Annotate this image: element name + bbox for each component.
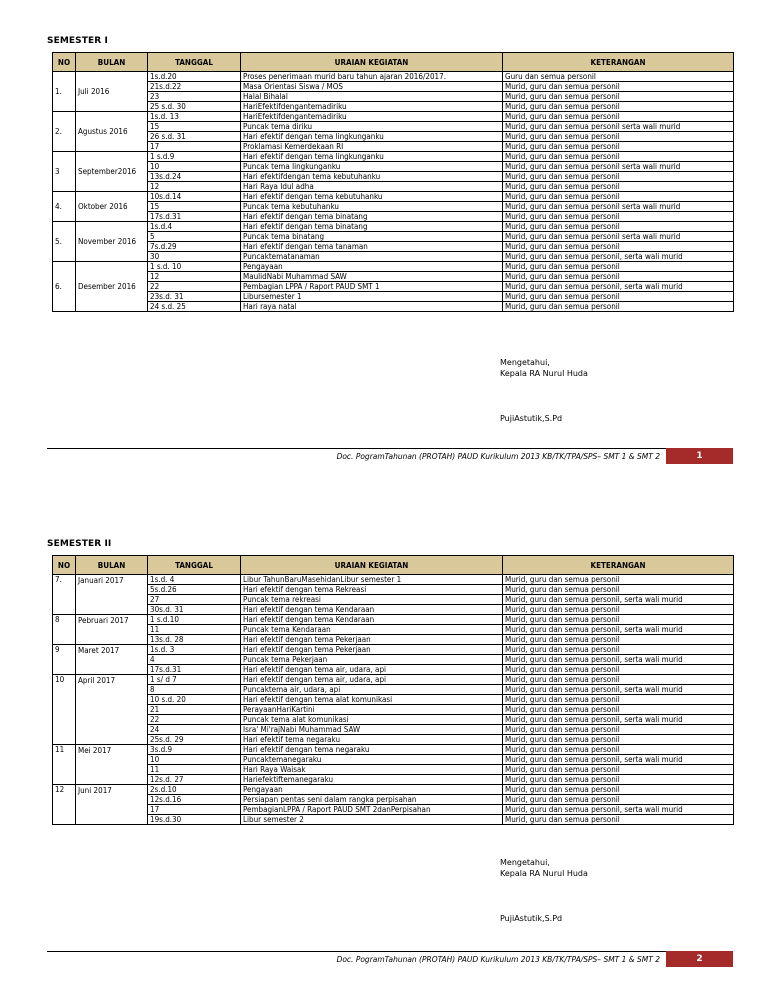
cell-keterangan: Murid, guru dan semua personil (503, 585, 734, 595)
semester-2-body (53, 575, 734, 825)
table-row (53, 272, 734, 282)
cell-no: 6. (53, 262, 76, 312)
semester-2-title: SEMESTER II (47, 539, 112, 549)
cell-uraian: Hari raya natal (241, 302, 503, 312)
cell-tanggal: 10 (148, 162, 241, 172)
table-row (53, 715, 734, 725)
cell-uraian: Puncak tema rekreasi (241, 595, 503, 605)
cell-uraian: Persiapan pentas seni dalam rangka perpisahan (241, 795, 503, 805)
cell-tanggal: 1s.d. 13 (148, 112, 241, 122)
cell-keterangan: Murid, guru dan semua personil (503, 192, 734, 202)
table-row (53, 785, 734, 795)
table-row (53, 725, 734, 735)
semester-1-title: SEMESTER I (47, 36, 108, 46)
signature-block (500, 857, 588, 924)
cell-keterangan: Murid, guru dan semua personil (503, 815, 734, 825)
cell-keterangan: Murid, guru dan semua personil serta wali murid (503, 232, 734, 242)
table-row (53, 202, 734, 212)
cell-keterangan: Murid, guru dan semua personil (503, 635, 734, 645)
cell-uraian: Hari efektifdengan tema kebutuhanku (241, 172, 503, 182)
table-row (53, 122, 734, 132)
cell-tanggal: 19s.d.30 (148, 815, 241, 825)
cell-bulan: April 2017 (76, 675, 148, 745)
cell-tanggal: 11 (148, 625, 241, 635)
semester-2-table (52, 555, 734, 825)
cell-tanggal: 5s.d.26 (148, 585, 241, 595)
cell-keterangan: Murid, guru dan semua personil serta wali murid (503, 122, 734, 132)
cell-bulan: Pebruari 2017 (76, 615, 148, 645)
cell-no: 12 (53, 785, 76, 825)
header-uraian: URAIAN KEGIATAN (241, 53, 503, 72)
cell-uraian: Hari efektif dengan tema Kendaraan (241, 605, 503, 615)
cell-uraian: Masa Orientasi Siswa / MOS (241, 82, 503, 92)
table-row (53, 585, 734, 595)
cell-keterangan: Murid, guru dan semua personil (503, 775, 734, 785)
cell-bulan: Oktober 2016 (76, 192, 148, 222)
cell-uraian: Libur TahunBaruMasehidanLibur semester 1 (241, 575, 503, 585)
signature-name: PujiAstutik,S.Pd (500, 914, 563, 923)
cell-keterangan: Murid, guru dan semua personil, serta wali murid (503, 715, 734, 725)
cell-uraian: Hari efektif dengan tema Pekerjaan (241, 635, 503, 645)
cell-uraian: Pengayaan (241, 785, 503, 795)
page-number: 2 (666, 951, 733, 967)
cell-bulan: Desember 2016 (76, 262, 148, 312)
cell-keterangan: Murid, guru dan semua personil (503, 242, 734, 252)
table-row (53, 615, 734, 625)
cell-keterangan: Murid, guru dan semua personil serta wali murid (503, 202, 734, 212)
table-row (53, 665, 734, 675)
cell-no: 9 (53, 645, 76, 675)
table-row (53, 675, 734, 685)
table-row (53, 685, 734, 695)
cell-no: 1. (53, 72, 76, 112)
cell-uraian: Hari efektif dengan tema Pekerjaan (241, 645, 503, 655)
table-row (53, 182, 734, 192)
cell-uraian: Pengayaan (241, 262, 503, 272)
cell-keterangan: Murid, guru dan semua personil (503, 615, 734, 625)
cell-uraian: Puncak tema binatang (241, 232, 503, 242)
cell-keterangan: Murid, guru dan semua personil (503, 152, 734, 162)
cell-uraian: HariEfektifdengantemadiriku (241, 112, 503, 122)
cell-tanggal: 1 s/ d 7 (148, 675, 241, 685)
cell-uraian: Hari efektif dengan tema alat komunikasi (241, 695, 503, 705)
footer-divider (47, 448, 733, 449)
cell-tanggal: 17s.d.31 (148, 212, 241, 222)
cell-tanggal: 23s.d. 31 (148, 292, 241, 302)
cell-tanggal: 17 (148, 142, 241, 152)
cell-bulan: Maret 2017 (76, 645, 148, 675)
cell-no: 10 (53, 675, 76, 745)
cell-keterangan: Murid, guru dan semua personil (503, 575, 734, 585)
cell-uraian: Hari efektif dengan tema kebutuhanku (241, 192, 503, 202)
table-row (53, 775, 734, 785)
cell-keterangan: Guru dan semua personil (503, 72, 734, 82)
cell-tanggal: 21s.d.22 (148, 82, 241, 92)
page-2 (0, 503, 768, 1006)
cell-keterangan: Murid, guru dan semua personil (503, 292, 734, 302)
cell-uraian: Proklamasi Kemerdekaan RI (241, 142, 503, 152)
cell-uraian: Hari efektif dengan tema binatang (241, 222, 503, 232)
signature-line-1: Mengetahui, (500, 858, 550, 867)
cell-tanggal: 30 (148, 252, 241, 262)
cell-keterangan: Murid, guru dan semua personil (503, 302, 734, 312)
cell-tanggal: 12s.d.16 (148, 795, 241, 805)
table-row (53, 262, 734, 272)
cell-tanggal: 22 (148, 715, 241, 725)
cell-tanggal: 13s.d. 28 (148, 635, 241, 645)
cell-tanggal: 10s.d.14 (148, 192, 241, 202)
cell-no: 5. (53, 222, 76, 262)
table-row (53, 625, 734, 635)
signature-line-2: Kepala RA Nurul Huda (500, 369, 588, 378)
cell-tanggal: 1 s.d.10 (148, 615, 241, 625)
cell-uraian: Hari efektif tema negaraku (241, 735, 503, 745)
signature-name: PujiAstutik,S.Pd (500, 414, 563, 423)
cell-keterangan: Murid, guru dan semua personil, serta wali murid (503, 685, 734, 695)
cell-keterangan: Murid, guru dan semua personil serta wali murid (503, 162, 734, 172)
table-row (53, 695, 734, 705)
cell-keterangan: Murid, guru dan semua personil (503, 82, 734, 92)
cell-uraian: Hariefektiftemanegaraku (241, 775, 503, 785)
cell-tanggal: 30s.d. 31 (148, 605, 241, 615)
cell-tanggal: 4 (148, 655, 241, 665)
semester-1-table (52, 52, 734, 312)
table-row (53, 152, 734, 162)
cell-uraian: PembagianLPPA / Raport PAUD SMT 2danPerpisahan (241, 805, 503, 815)
cell-uraian: Pembagian LPPA / Raport PAUD SMT 1 (241, 282, 503, 292)
header-bulan: BULAN (76, 53, 148, 72)
cell-tanggal: 1s.d.20 (148, 72, 241, 82)
cell-tanggal: 13s.d.24 (148, 172, 241, 182)
cell-uraian: Hari efektif dengan tema lingkunganku (241, 132, 503, 142)
table-row (53, 102, 734, 112)
cell-no: 4. (53, 192, 76, 222)
table-row (53, 212, 734, 222)
cell-tanggal: 17 (148, 805, 241, 815)
footer-text: Doc. PogramTahunan (PROTAH) PAUD Kurikulum 2013 KB/TK/TPA/SPS– SMT 1 & SMT 2 (336, 955, 660, 964)
cell-keterangan: Murid, guru dan semua personil, serta wali murid (503, 282, 734, 292)
cell-uraian: PerayaanHariKartini (241, 705, 503, 715)
header-uraian: URAIAN KEGIATAN (241, 556, 503, 575)
cell-keterangan: Murid, guru dan semua personil (503, 675, 734, 685)
table-row (53, 815, 734, 825)
cell-keterangan: Murid, guru dan semua personil (503, 795, 734, 805)
table-row (53, 242, 734, 252)
cell-tanggal: 1s.d.4 (148, 222, 241, 232)
table-row (53, 252, 734, 262)
cell-keterangan: Murid, guru dan semua personil (503, 665, 734, 675)
cell-bulan: Agustus 2016 (76, 112, 148, 152)
cell-tanggal: 1 s.d.9 (148, 152, 241, 162)
table-row (53, 292, 734, 302)
table-row (53, 705, 734, 715)
cell-uraian: MaulidNabi Muhammad SAW (241, 272, 503, 282)
cell-uraian: Hari efektif dengan tema Rekreasi (241, 585, 503, 595)
cell-no: 3 (53, 152, 76, 192)
cell-tanggal: 1s.d. 4 (148, 575, 241, 585)
table-row (53, 655, 734, 665)
cell-keterangan: Murid, guru dan semua personil, serta wali murid (503, 805, 734, 815)
cell-keterangan: Murid, guru dan semua personil (503, 262, 734, 272)
table-row (53, 745, 734, 755)
cell-tanggal: 24 (148, 725, 241, 735)
footer-text: Doc. PogramTahunan (PROTAH) PAUD Kurikulum 2013 KB/TK/TPA/SPS– SMT 1 & SMT 2 (336, 452, 660, 461)
cell-keterangan: Murid, guru dan semua personil (503, 102, 734, 112)
table-row (53, 795, 734, 805)
cell-uraian: HariEfektifdengantemadiriku (241, 102, 503, 112)
cell-keterangan: Murid, guru dan semua personil (503, 112, 734, 122)
cell-bulan: Mei 2017 (76, 745, 148, 785)
table-row (53, 222, 734, 232)
cell-no: 2. (53, 112, 76, 152)
cell-tanggal: 10 s.d. 20 (148, 695, 241, 705)
table-row (53, 635, 734, 645)
cell-tanggal: 11 (148, 765, 241, 775)
cell-keterangan: Murid, guru dan semua personil (503, 212, 734, 222)
table-row (53, 302, 734, 312)
table-row (53, 575, 734, 585)
cell-tanggal: 27 (148, 595, 241, 605)
cell-uraian: Hari Raya Waisak (241, 765, 503, 775)
cell-keterangan: Murid, guru dan semua personil (503, 725, 734, 735)
cell-keterangan: Murid, guru dan semua personil (503, 222, 734, 232)
cell-tanggal: 2s.d.10 (148, 785, 241, 795)
table-row (53, 82, 734, 92)
table-row (53, 132, 734, 142)
table-row (53, 72, 734, 82)
cell-tanggal: 12 (148, 272, 241, 282)
cell-uraian: Hari Raya Idul adha (241, 182, 503, 192)
cell-uraian: Hari efektif dengan tema binatang (241, 212, 503, 222)
signature-line-2: Kepala RA Nurul Huda (500, 869, 588, 878)
table-row (53, 92, 734, 102)
header-bulan: BULAN (76, 556, 148, 575)
cell-uraian: Puncaktema air, udara, api (241, 685, 503, 695)
cell-keterangan: Murid, guru dan semua personil (503, 182, 734, 192)
header-keterangan: KETERANGAN (503, 53, 734, 72)
cell-keterangan: Murid, guru dan semua personil, serta wali murid (503, 625, 734, 635)
cell-uraian: Puncak tema Pekerjaan (241, 655, 503, 665)
header-keterangan: KETERANGAN (503, 556, 734, 575)
cell-uraian: Hari efektif dengan tema air, udara, api (241, 675, 503, 685)
cell-keterangan: Murid, guru dan semua personil, serta wali murid (503, 755, 734, 765)
cell-uraian: Libur semester 2 (241, 815, 503, 825)
cell-bulan: November 2016 (76, 222, 148, 262)
cell-keterangan: Murid, guru dan semua personil (503, 695, 734, 705)
cell-no: 8 (53, 615, 76, 645)
page-number: 1 (666, 448, 733, 464)
cell-uraian: Hari efektif dengan tema negaraku (241, 745, 503, 755)
cell-tanggal: 15 (148, 122, 241, 132)
table-row (53, 605, 734, 615)
cell-tanggal: 3s.d.9 (148, 745, 241, 755)
signature-line-1: Mengetahui, (500, 358, 550, 367)
cell-uraian: Puncak tema Kendaraan (241, 625, 503, 635)
cell-bulan: Juli 2016 (76, 72, 148, 112)
cell-keterangan: Murid, guru dan semua personil (503, 272, 734, 282)
table-row (53, 192, 734, 202)
cell-keterangan: Murid, guru dan semua personil (503, 172, 734, 182)
table-row (53, 755, 734, 765)
cell-tanggal: 7s.d.29 (148, 242, 241, 252)
cell-keterangan: Murid, guru dan semua personil (503, 735, 734, 745)
cell-tanggal: 1s.d. 3 (148, 645, 241, 655)
table-row (53, 735, 734, 745)
cell-uraian: Halal Bihalal (241, 92, 503, 102)
cell-keterangan: Murid, guru dan semua personil (503, 785, 734, 795)
cell-uraian: Puncaktemanegaraku (241, 755, 503, 765)
cell-uraian: Puncak tema diriku (241, 122, 503, 132)
table-row (53, 805, 734, 815)
table-header-row (53, 556, 734, 575)
table-row (53, 232, 734, 242)
table-row (53, 162, 734, 172)
cell-uraian: Puncak tema alat komunikasi (241, 715, 503, 725)
header-no: NO (53, 53, 76, 72)
cell-tanggal: 15 (148, 202, 241, 212)
cell-uraian: Puncak tema lingkunganku (241, 162, 503, 172)
header-no: NO (53, 556, 76, 575)
cell-keterangan: Murid, guru dan semua personil, serta wali murid (503, 655, 734, 665)
cell-tanggal: 23 (148, 92, 241, 102)
cell-tanggal: 8 (148, 685, 241, 695)
cell-tanggal: 12s.d. 27 (148, 775, 241, 785)
cell-keterangan: Murid, guru dan semua personil (503, 745, 734, 755)
cell-uraian: Puncak tema kebutuhanku (241, 202, 503, 212)
cell-bulan: Januari 2017 (76, 575, 148, 615)
table-row (53, 112, 734, 122)
cell-tanggal: 5 (148, 232, 241, 242)
footer-divider (47, 951, 733, 952)
cell-uraian: Puncaktematanaman (241, 252, 503, 262)
cell-keterangan: Murid, guru dan semua personil (503, 605, 734, 615)
cell-tanggal: 10 (148, 755, 241, 765)
signature-block (500, 357, 588, 424)
cell-tanggal: 1 s.d. 10 (148, 262, 241, 272)
table-row (53, 172, 734, 182)
cell-tanggal: 24 s.d. 25 (148, 302, 241, 312)
cell-uraian: Hari efektif dengan tema air, udara, api (241, 665, 503, 675)
cell-tanggal: 12 (148, 182, 241, 192)
cell-bulan: September2016 (76, 152, 148, 192)
cell-uraian: Hari efektif dengan tema Kendaraan (241, 615, 503, 625)
table-header-row (53, 53, 734, 72)
cell-keterangan: Murid, guru dan semua personil, serta wali murid (503, 252, 734, 262)
cell-bulan: Juni 2017 (76, 785, 148, 825)
semester-1-body (53, 72, 734, 312)
cell-keterangan: Murid, guru dan semua personil (503, 142, 734, 152)
table-row (53, 595, 734, 605)
cell-tanggal: 22 (148, 282, 241, 292)
cell-tanggal: 25s.d. 29 (148, 735, 241, 745)
table-row (53, 645, 734, 655)
cell-keterangan: Murid, guru dan semua personil (503, 92, 734, 102)
cell-tanggal: 21 (148, 705, 241, 715)
cell-uraian: Libursemester 1 (241, 292, 503, 302)
table-row (53, 282, 734, 292)
cell-keterangan: Murid, guru dan semua personil (503, 645, 734, 655)
cell-uraian: Isra' Mi'rajNabi Muhammad SAW (241, 725, 503, 735)
table-row (53, 765, 734, 775)
cell-keterangan: Murid, guru dan semua personil, serta wali murid (503, 595, 734, 605)
cell-uraian: Hari efektif dengan tema lingkunganku (241, 152, 503, 162)
cell-uraian: Proses penerimaan murid baru tahun ajaran 2016/2017. (241, 72, 503, 82)
cell-no: 7. (53, 575, 76, 615)
cell-tanggal: 17s.d.31 (148, 665, 241, 675)
cell-uraian: Hari efektif dengan tema tanaman (241, 242, 503, 252)
cell-keterangan: Murid, guru dan semua personil (503, 132, 734, 142)
table-row (53, 142, 734, 152)
cell-no: 11 (53, 745, 76, 785)
header-tanggal: TANGGAL (148, 556, 241, 575)
cell-keterangan: Murid, guru dan semua personil (503, 765, 734, 775)
header-tanggal: TANGGAL (148, 53, 241, 72)
cell-tanggal: 25 s.d. 30 (148, 102, 241, 112)
cell-keterangan: Murid, guru dan semua personil (503, 705, 734, 715)
cell-tanggal: 26 s.d. 31 (148, 132, 241, 142)
